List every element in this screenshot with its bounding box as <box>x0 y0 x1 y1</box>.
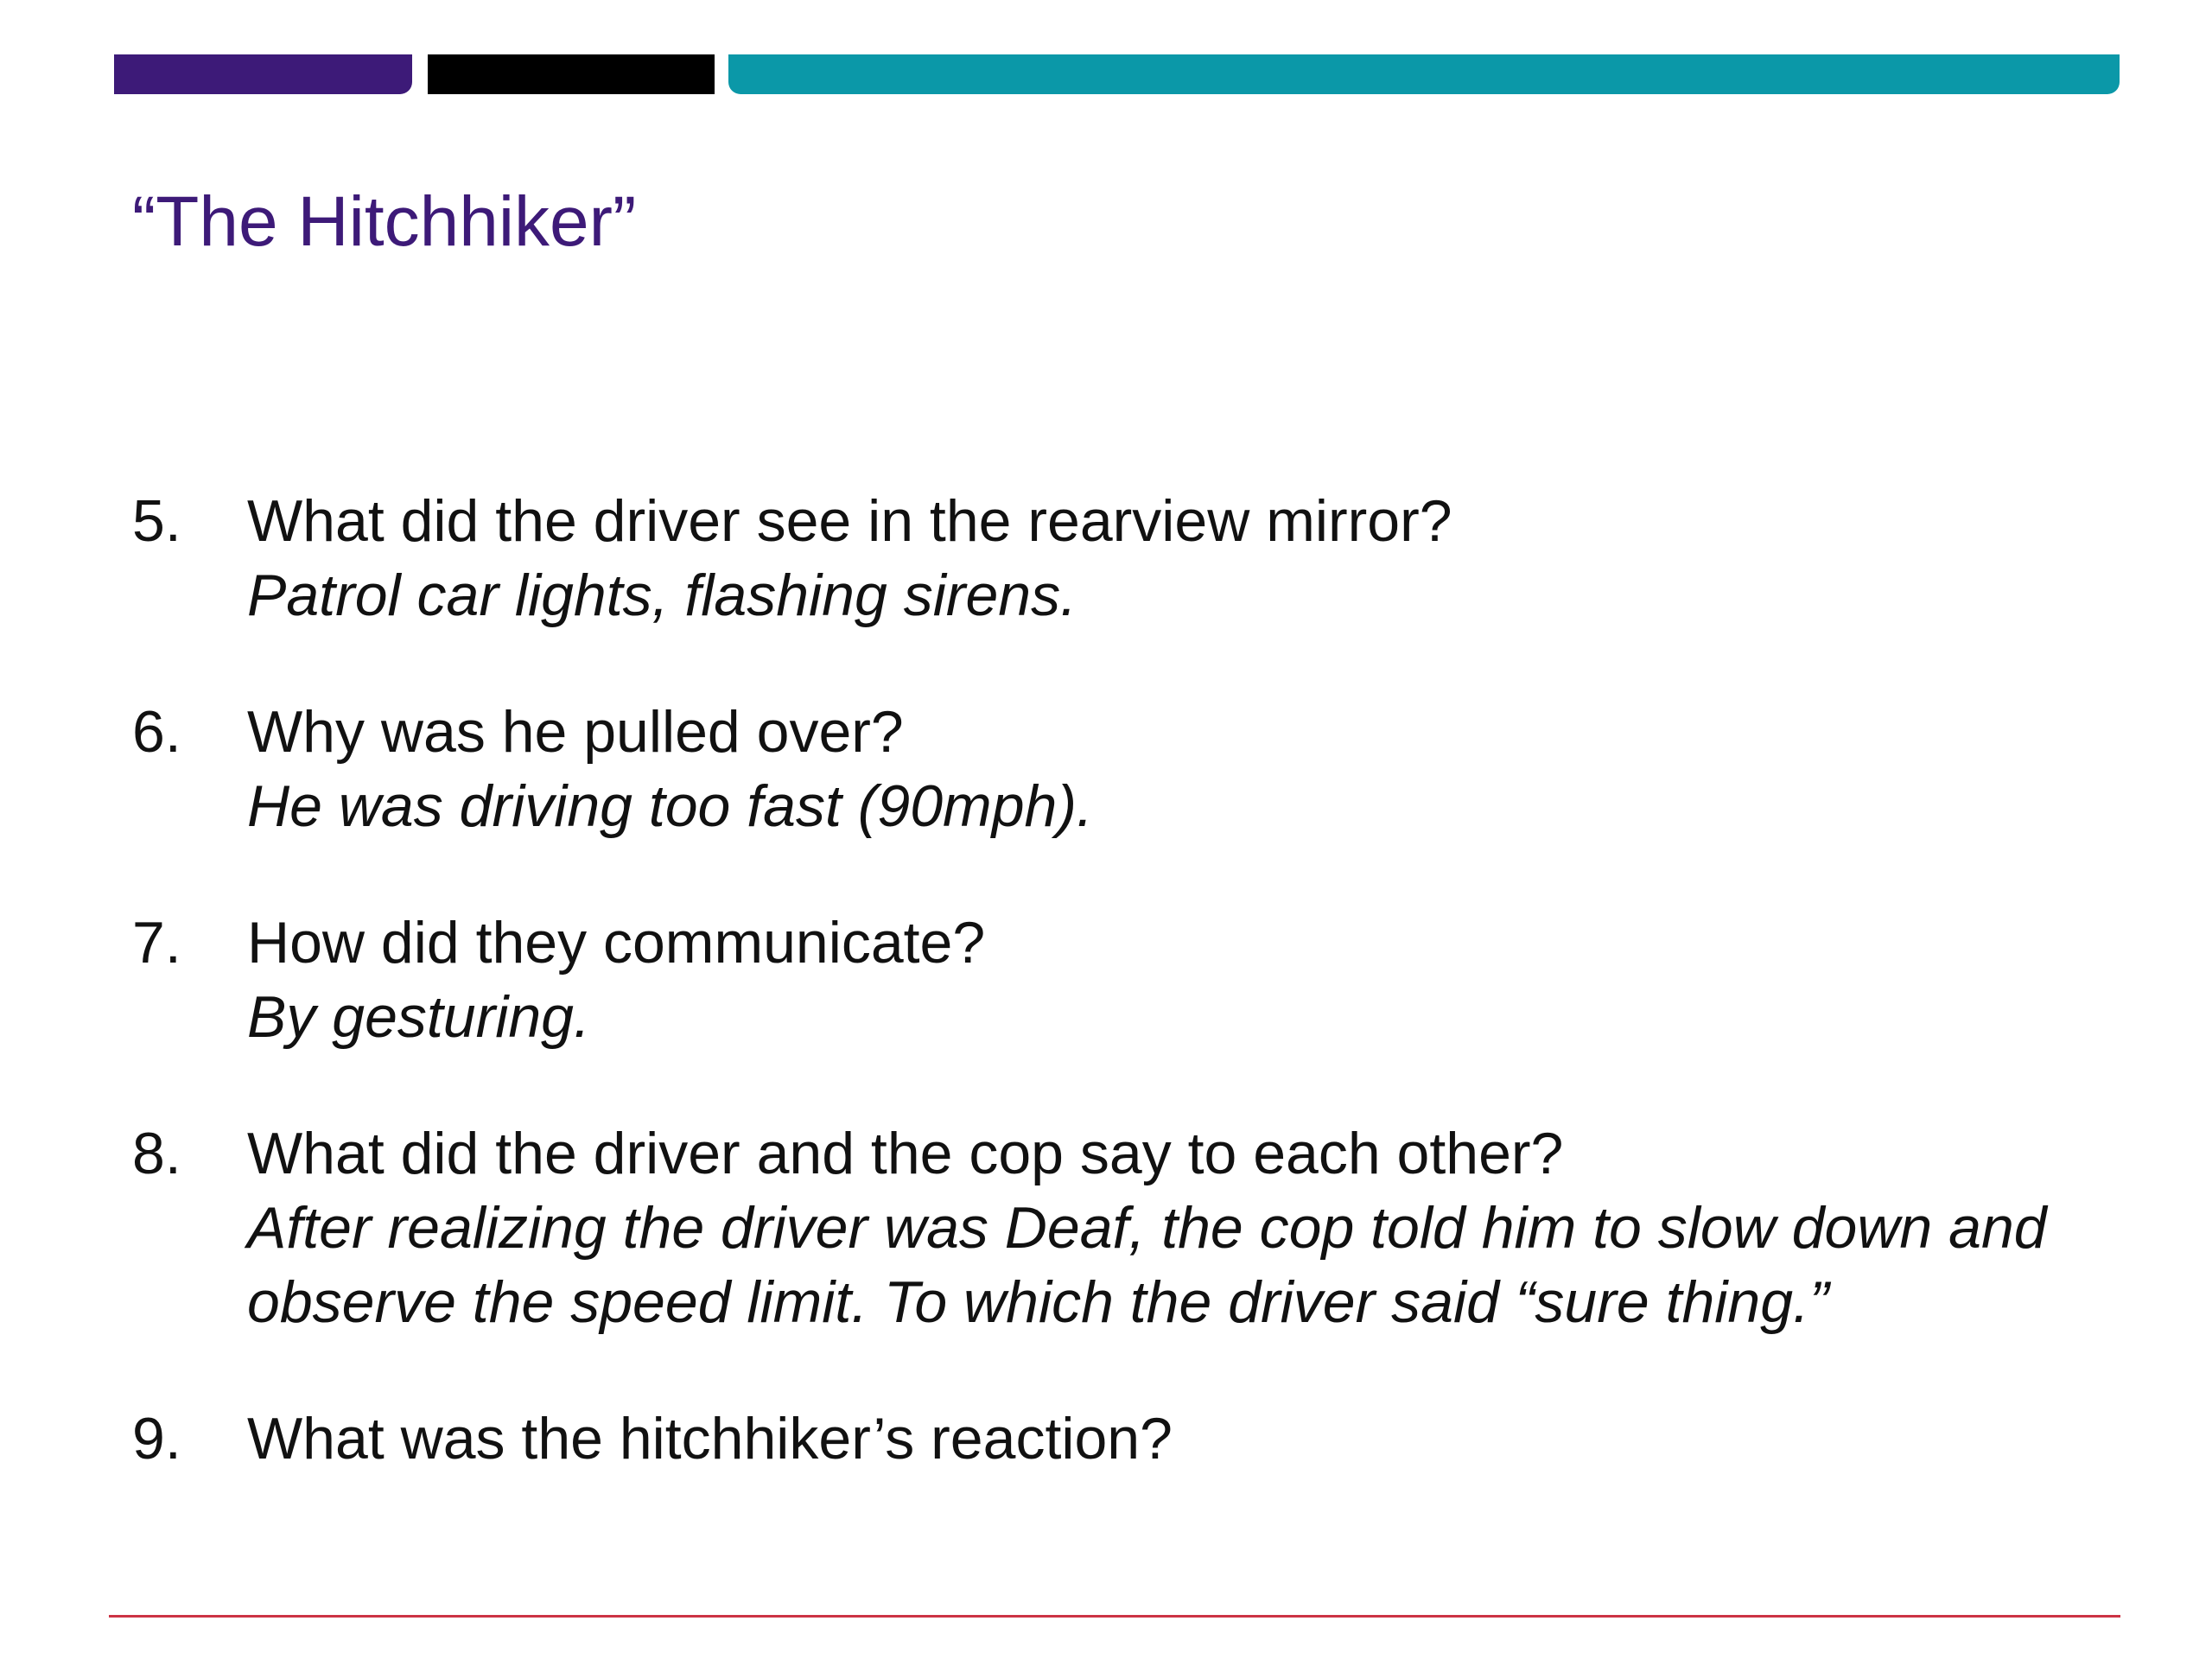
question-text: What did the driver see in the rearview mirror? <box>247 488 1452 554</box>
header-bar-purple <box>114 54 412 94</box>
question-item-8 <box>132 1116 2120 1339</box>
answer-text: After realizing the driver was Deaf, the cop told him to slow down and observe the speed limit. To which the driver said “sure thing.” <box>247 1195 2047 1335</box>
question-item-5 <box>132 484 2120 632</box>
question-number: 5. <box>132 488 181 554</box>
question-number: 8. <box>132 1121 181 1186</box>
question-item-6 <box>132 695 2120 843</box>
question-number: 9. <box>132 1406 181 1471</box>
answer-text: Patrol car lights, flashing sirens. <box>247 563 1077 628</box>
header-bar-teal <box>728 54 2120 94</box>
footer-divider <box>109 1615 2120 1618</box>
answer-text: He was driving too fast (90mph). <box>247 773 1093 839</box>
question-text: What was the hitchhiker’s reaction? <box>247 1406 1173 1471</box>
header-bar-black <box>428 54 715 94</box>
question-list <box>132 484 2120 1538</box>
question-number: 6. <box>132 699 181 765</box>
question-item-7 <box>132 906 2120 1054</box>
answer-text: By gesturing. <box>247 984 590 1050</box>
question-text: How did they communicate? <box>247 910 986 976</box>
question-number: 7. <box>132 910 181 976</box>
slide-title: “The Hitchhiker” <box>132 182 637 261</box>
question-item-9 <box>132 1402 2120 1476</box>
question-text: What did the driver and the cop say to each other? <box>247 1121 1564 1186</box>
question-text: Why was he pulled over? <box>247 699 904 765</box>
